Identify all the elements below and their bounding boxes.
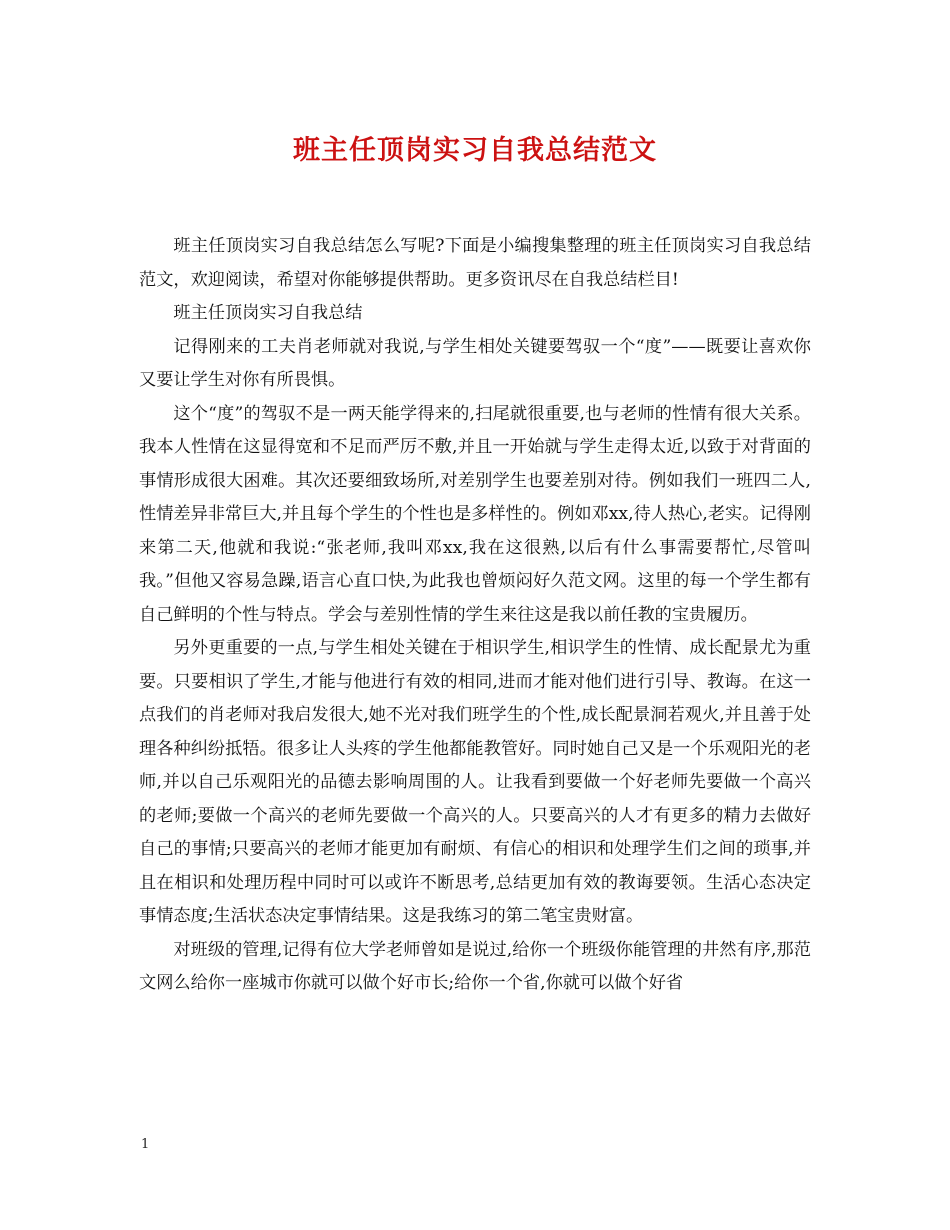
body-paragraph: 另外更重要的一点,与学生相处关键在于相识学生,相识学生的性情、成长配景尤为重要。只要相识了学生,才能与他进行有效的相同,进而才能对他们进行引导、教诲。在这一点我们的肖老师对我启发很大,她不光对我们班学生的个性,成长配景洞若观火,并且善于处理各种纠纷抵牾。很多让人头疼的学生他都能教管好。同时她自己又是一个乐观阳光的老师,并以自己乐观阳光的品德去影响周围的人。让我看到要做一个好老师先要做一个高兴的老师;要做一个高兴的老师先要做一个高兴的人。只要高兴的人才有更多的精力去做好自己的事情;只要高兴的老师才能更加有耐烦、有信心的相识和处理学生们之间的琐事,并且在相识和处理历程中同时可以或许不断思考,总结更加有效的教诲要领。生活心态决定事情态度;生活状态决定事情结果。这是我练习的第二笔宝贵财富。 [139,638,811,926]
page-number: 1 [141,1137,150,1152]
body-paragraph: 对班级的管理,记得有位大学老师曾如是说过,给你一个班级你能管理的井然有序,那范文网么给你一座城市你就可以做个好市长;给你一个省,你就可以做个好省 [139,939,811,993]
document-title: 班主任顶岗实习自我总结范文 [293,135,657,166]
section-heading: 班主任顶岗实习自我总结 [173,303,363,323]
body-paragraph: 记得刚来的工夫肖老师就对我说,与学生相处关键要驾驭一个“度”——既要让喜欢你又要让学生对你有所畏惧。 [139,336,811,390]
body-paragraph: 这个“度”的驾驭不是一两天能学得来的,扫尾就很重要,也与老师的性情有很大关系。我本人性情在这显得宽和不足而严厉不敷,并且一开始就与学生走得太近,以致于对背面的事情形成很大困难。其次还要细致场所,对差别学生也要差别对待。例如我们一班四二人,性情差异非常巨大,并且每个学生的个性也是多样性的。例如邓xx,待人热心,老实。记得刚来第二天,他就和我说:“张老师,我叫邓xx,我在这很熟,以后有什么事需要帮忙,尽管叫我。”但他又容易急躁,语言心直口快,为此我也曾烦闷好久范文网。这里的每一个学生都有自己鲜明的个性与特点。学会与差别性情的学生来往这是我以前任教的宝贵履历。 [139,403,811,625]
intro-paragraph: 班主任顶岗实习自我总结怎么写呢?下面是小编搜集整理的班主任顶岗实习自我总结范文，欢迎阅读，希望对你能够提供帮助。更多资讯尽在自我总结栏目! [139,236,811,290]
document-body [139,230,811,1001]
